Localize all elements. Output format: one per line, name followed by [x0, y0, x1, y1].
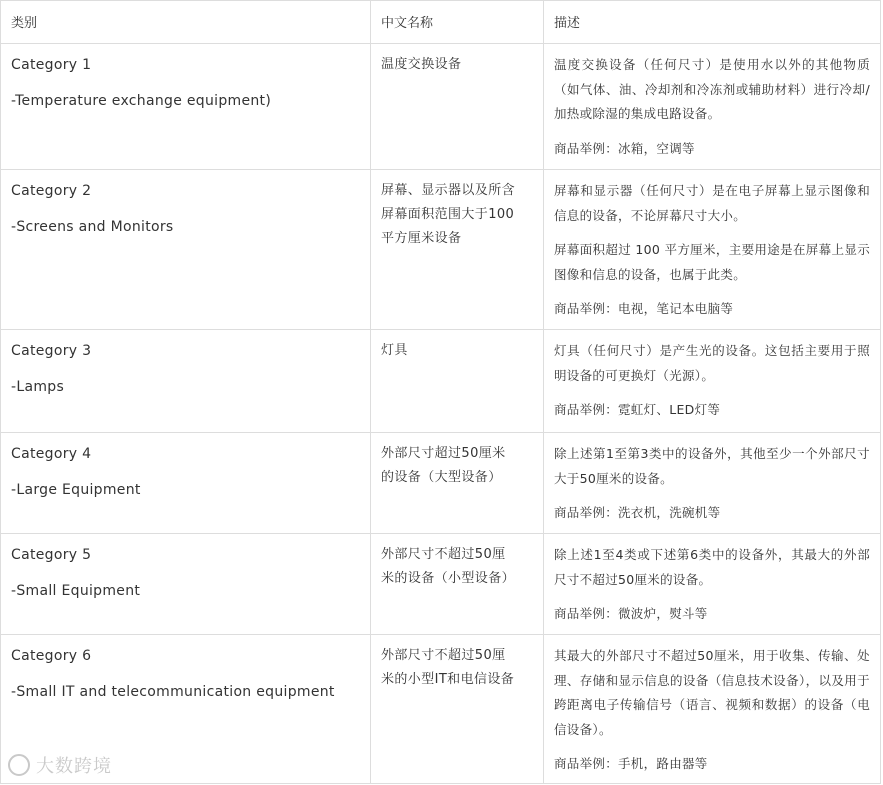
description-cell — [543, 534, 881, 634]
category-cell — [0, 433, 371, 533]
table-row — [0, 534, 881, 635]
chinese-name-line: 屏幕面积范围大于100 — [381, 207, 515, 222]
chinese-name-line: 的设备（大型设备） — [381, 470, 502, 485]
chinese-name-cell — [371, 433, 543, 533]
description-cell — [543, 635, 881, 783]
category-english-name: -Small IT and telecommunication equipment — [11, 684, 335, 700]
description-text: 屏幕面积超过 100 平方厘米，主要用途是在屏幕上显示图像和信息的设备，也属于此类。 — [554, 242, 870, 282]
chinese-name-line: 外部尺寸不超过50厘 — [381, 547, 506, 562]
category-number: Category 1 — [11, 57, 92, 73]
category-english-name: -Temperature exchange equipment) — [11, 93, 272, 109]
category-number: Category 5 — [11, 547, 92, 563]
category-cell — [0, 534, 371, 634]
chinese-name-line: 米的设备（小型设备） — [381, 571, 516, 586]
product-examples: 商品举例：微波炉，熨斗等 — [554, 606, 708, 621]
table-row — [0, 433, 881, 534]
chinese-name-line: 温度交换设备 — [381, 57, 462, 72]
category-cell — [0, 170, 371, 329]
category-number: Category 6 — [11, 648, 92, 664]
category-english-name: -Large Equipment — [11, 482, 141, 498]
description-text: 灯具（任何尺寸）是产生光的设备。这包括主要用于照明设备的可更换灯（光源）。 — [554, 343, 870, 383]
category-cell — [0, 330, 371, 432]
table-row — [0, 170, 881, 330]
description-text: 除上述第1至第3类中的设备外，其他至少一个外部尺寸大于50厘米的设备。 — [554, 446, 870, 486]
description-text: 屏幕和显示器（任何尺寸）是在电子屏幕上显示图像和信息的设备，不论屏幕尺寸大小。 — [554, 183, 870, 223]
chinese-name-cell — [371, 170, 543, 329]
table-row — [0, 44, 881, 170]
description-cell — [543, 170, 881, 329]
chinese-name-cell — [371, 44, 543, 169]
description-cell — [543, 44, 881, 169]
category-number: Category 3 — [11, 343, 92, 359]
header-description: 描述 — [543, 1, 881, 43]
product-examples: 商品举例：洗衣机，洗碗机等 — [554, 505, 721, 520]
category-number: Category 4 — [11, 446, 92, 462]
brand-watermark — [8, 752, 112, 778]
description-cell — [543, 330, 881, 432]
header-chinese-name: 中文名称 — [381, 16, 434, 31]
category-number: Category 2 — [11, 183, 92, 199]
chinese-name-cell — [371, 330, 543, 432]
description-text: 除上述1至4类或下述第6类中的设备外，其最大的外部尺寸不超过50厘米的设备。 — [554, 547, 870, 587]
category-english-name: -Lamps — [11, 379, 65, 395]
product-examples: 商品举例：霓虹灯、LED灯等 — [554, 402, 721, 417]
table-row — [0, 330, 881, 433]
category-english-name: -Screens and Monitors — [11, 219, 174, 235]
category-english-name: -Small Equipment — [11, 583, 141, 599]
watermark-text: 大数跨境 — [36, 756, 112, 777]
product-examples: 商品举例：冰箱，空调等 — [554, 140, 695, 156]
brand-logo-icon — [8, 754, 30, 776]
chinese-name-line: 外部尺寸超过50厘米 — [381, 446, 506, 461]
description-text: 其最大的外部尺寸不超过50厘米，用于收集、传输、处理、存储和显示信息的设备（信息技术设备），以及用于跨距离电子传输信号（语言、视频和数据）的设备（电信设备）。 — [554, 648, 870, 737]
table-row — [0, 635, 881, 784]
chinese-name-line: 平方厘米设备 — [381, 231, 462, 246]
description-text: 温度交换设备（任何尺寸）是使用水以外的其他物质（如气体、油、冷却剂和冷冻剂或辅助材料）进行冷却/加热或除湿的集成电路设备。 — [554, 57, 870, 121]
description-cell — [543, 433, 881, 533]
product-examples: 商品举例：手机，路由器等 — [554, 756, 708, 771]
chinese-name-line: 灯具 — [381, 343, 408, 358]
chinese-name-line: 米的小型IT和电信设备 — [381, 672, 515, 687]
chinese-name-cell — [371, 534, 543, 634]
product-examples: 商品举例：电视，笔记本电脑等 — [554, 301, 734, 316]
table-header-row — [0, 0, 881, 44]
chinese-name-line: 屏幕、显示器以及所含 — [381, 183, 516, 198]
chinese-name-line: 外部尺寸不超过50厘 — [381, 648, 506, 663]
header-category: 类别 — [0, 1, 371, 43]
chinese-name-cell — [371, 635, 543, 783]
category-cell — [0, 44, 371, 169]
